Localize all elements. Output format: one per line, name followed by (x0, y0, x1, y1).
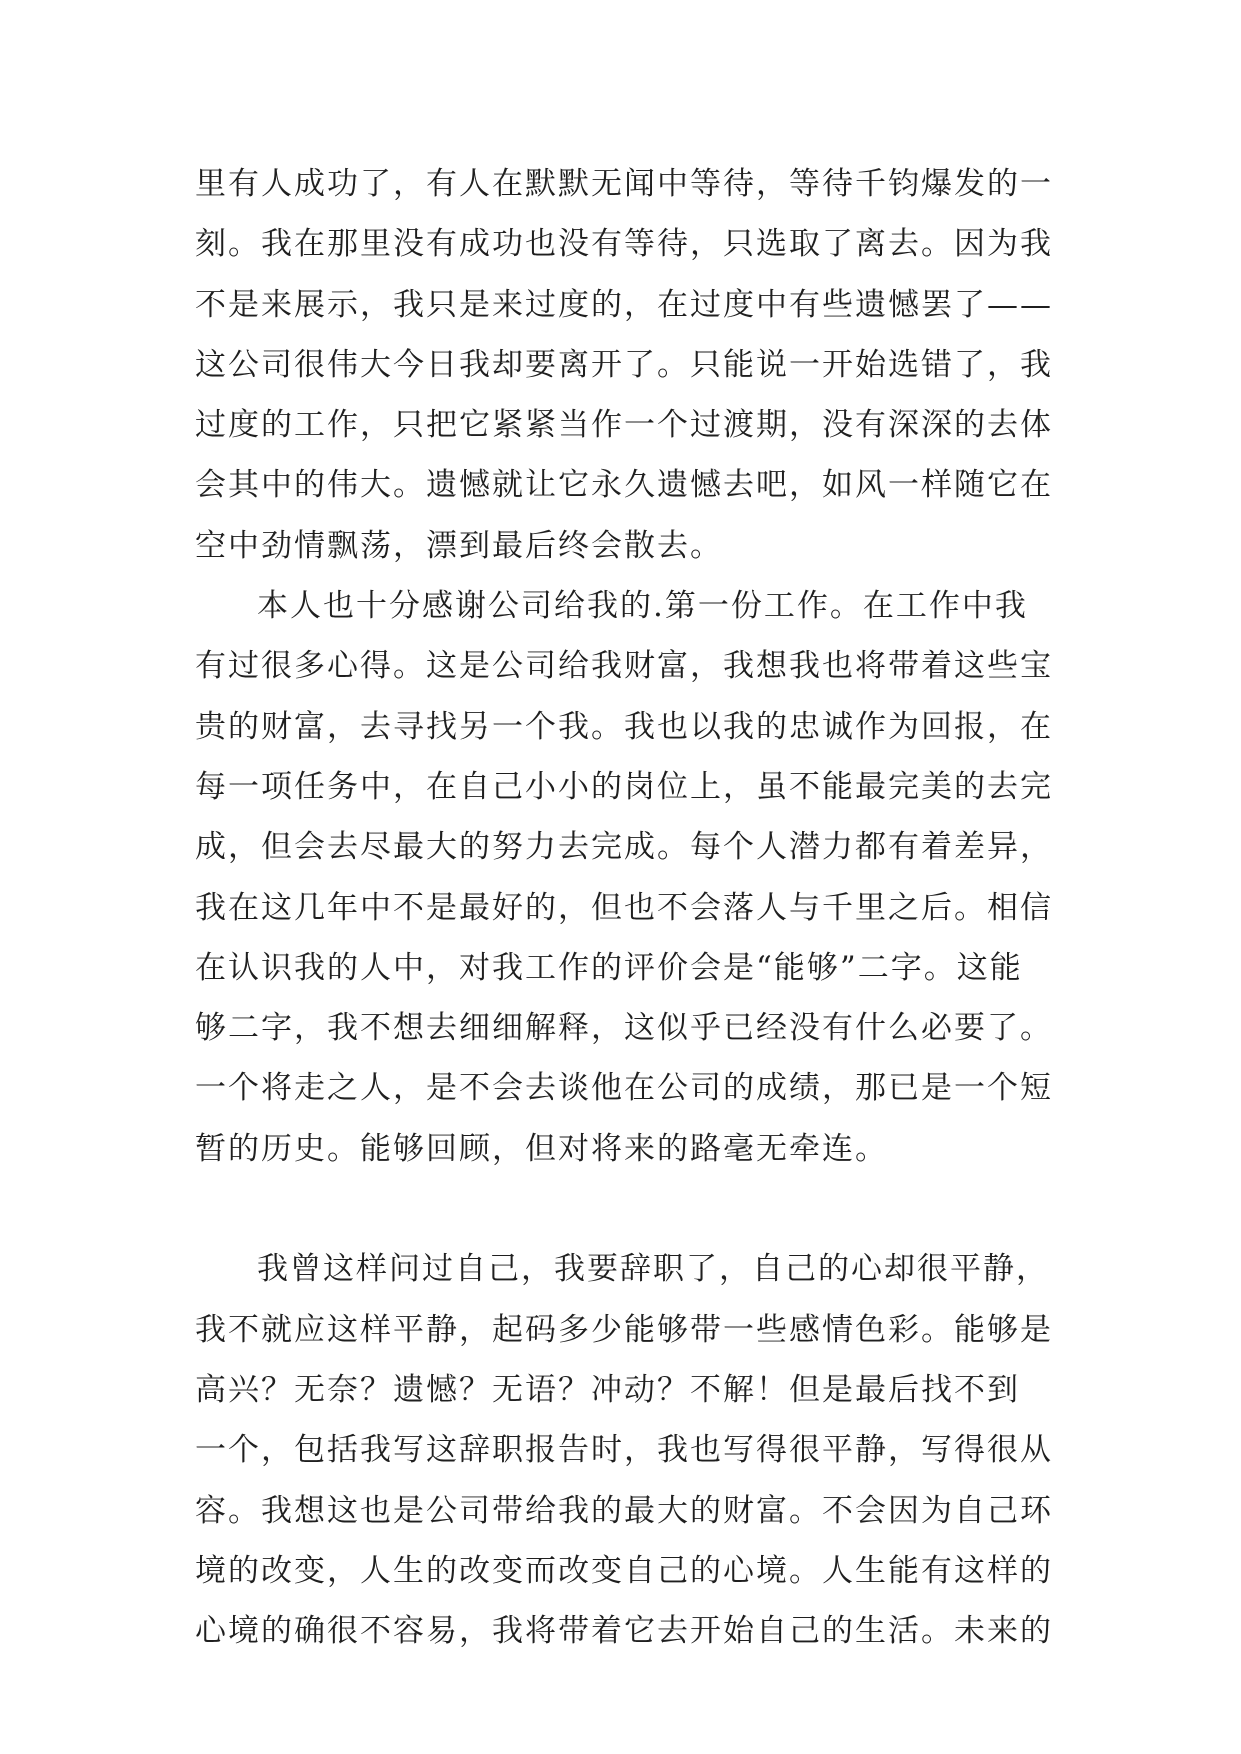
text-line: 心境的确很不容易，我将带着它去开始自己的生活。未来的 (195, 1613, 1053, 1650)
text-line: 每一项任务中，在自己小小的岗位上，虽不能最完美的去完 (195, 768, 1053, 805)
text-line: 在认识我的人中，对我工作的评价会是“能够”二字。这能 (195, 949, 1023, 986)
text-line: 会其中的伟大。遗憾就让它永久遗憾去吧，如风一样随它在 (195, 467, 1053, 504)
text-line: 一个将走之人，是不会去谈他在公司的成绩，那已是一个短 (195, 1070, 1053, 1107)
paragraph-2 (195, 576, 1075, 1239)
text-line: 境的改变，人生的改变而改变自己的心境。人生能有这样的 (195, 1552, 1053, 1589)
text-line: 有过很多心得。这是公司给我财富，我想我也将带着这些宝 (195, 648, 1053, 685)
text-line: 够二字，我不想去细细解释，这似乎已经没有什么必要了。 (195, 1010, 1053, 1047)
text-line: 暂的历史。能够回顾，但对将来的路毫无牵连。 (195, 1130, 888, 1167)
text-line: 高兴？无奈？遗憾？无语？冲动？不解！但是最后找不到 (195, 1371, 1020, 1408)
text-line: 里有人成功了，有人在默默无闻中等待，等待千钧爆发的一 (195, 166, 1053, 202)
text-line: 本人也十分感谢公司给我的.第一份工作。在工作中我 (257, 588, 1028, 625)
text-line: 容。我想这也是公司带给我的最大的财富。不会因为自己环 (195, 1492, 1053, 1529)
text-line: 不是来展示，我只是来过度的，在过度中有些遗憾罢了—— (195, 286, 1053, 323)
text-line: 一个，包括我写这辞职报告时，我也写得很平静，写得很从 (195, 1432, 1053, 1469)
text-line: 这公司很伟大今日我却要离开了。只能说一开始选错了，我 (195, 346, 1053, 383)
paragraph-3 (195, 1239, 1075, 1661)
text-line (195, 1179, 1075, 1239)
paragraph-1 (195, 154, 1075, 576)
text-line: 贵的财富，去寻找另一个我。我也以我的忠诚作为回报，在 (195, 708, 1053, 745)
text-line: 成，但会去尽最大的努力去完成。每个人潜力都有着差异， (195, 829, 1053, 866)
text-line: 过度的工作，只把它紧紧当作一个过渡期，没有深深的去体 (195, 407, 1053, 444)
text-line: 空中劲情飘荡，漂到最后终会散去。 (195, 527, 723, 564)
text-line: 我在这几年中不是最好的，但也不会落人与千里之后。相信 (195, 889, 1053, 926)
document-body (195, 154, 1075, 1661)
text-line: 刻。我在那里没有成功也没有等待，只选取了离去。因为我 (195, 226, 1053, 263)
text-line: 我曾这样问过自己，我要辞职了，自己的心却很平静， (257, 1251, 1049, 1288)
text-line: 我不就应这样平静，起码多少能够带一些感情色彩。能够是 (195, 1311, 1053, 1348)
